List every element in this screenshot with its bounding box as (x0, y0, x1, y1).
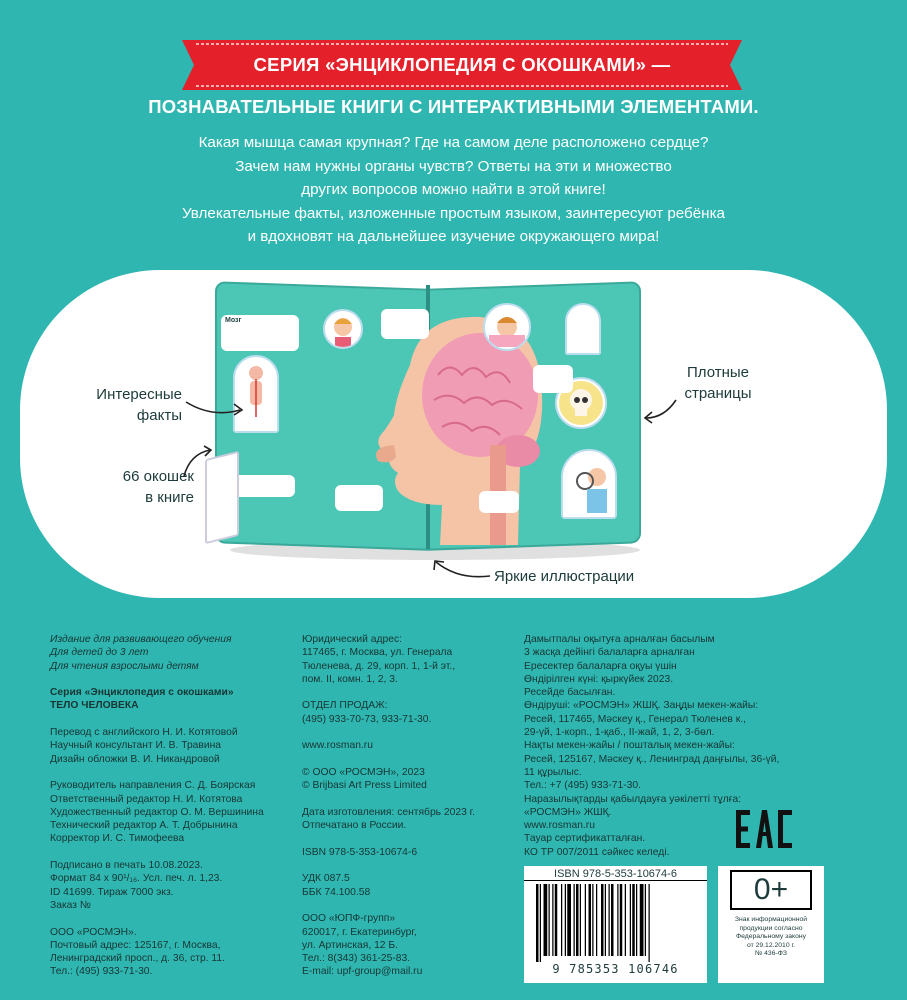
isbn-label: ISBN 978-5-353-10674-6 (524, 866, 707, 881)
barcode-bar (561, 884, 562, 956)
kazakh-line: Ресей, 125167, Мәскеу қ., Ленинград даңғылы, 36-үй, (524, 753, 780, 765)
barcode-bar (645, 884, 646, 956)
book-title: ТЕЛО ЧЕЛОВЕКА (50, 700, 139, 712)
address-line: 117465, г. Москва, ул. Генерала (302, 647, 453, 659)
credit-line: Научный консультант И. В. Травина (50, 740, 222, 752)
barcode-bar (565, 884, 566, 956)
printer-email[interactable]: E-mail: upf-group@mail.ru (302, 966, 423, 978)
printer-line: Тел.: 8(343) 361-25-83. (302, 953, 411, 965)
isbn-digits: 9 785353 106746 (552, 962, 679, 976)
barcode-bar (585, 884, 586, 956)
barcode-bar (596, 884, 597, 956)
series-name: Серия «Энциклопедия с окошками» (50, 687, 234, 699)
callout-facts-line: факты (136, 407, 182, 424)
barcode-bar (609, 884, 610, 956)
subtitle: ПОЗНАВАТЕЛЬНЫЕ КНИГИ С ИНТЕРАКТИВНЫМИ ЭЛЕМЕНТАМИ. (148, 96, 759, 117)
age-note-line: продукции согласно (739, 924, 803, 932)
callout-illustrations: Яркие иллюстрации (494, 568, 635, 585)
callout-windows-line: 66 окошек (122, 468, 194, 485)
callout-windows-line: в книге (145, 489, 194, 506)
credit-line: Руководитель направления С. Д. Боярская (50, 780, 256, 792)
address-line: пом. II, комн. 1, 2, 3. (302, 673, 398, 685)
sales-line: ОТДЕЛ ПРОДАЖ: (302, 700, 388, 712)
barcode-bar (549, 884, 550, 956)
copyright-line: © Brijbasi Art Press Limited (302, 780, 427, 792)
kazakh-line: Ресейде басылған. (524, 687, 616, 699)
printer-line: ООО «ЮПФ-групп» (302, 913, 396, 925)
sleeping-child-icon (485, 305, 529, 349)
intro-line: Зачем нам нужны органы чувств? Ответы на эти и множество (235, 157, 672, 175)
bbk-line: ББК 74.100.58 (302, 886, 371, 898)
sleeping-child-window (483, 303, 531, 351)
barcode-bar (601, 884, 604, 956)
eac-mark-icon (734, 808, 794, 850)
publisher-line: Ленинградский просп., д. 36, стр. 11. (50, 953, 225, 965)
kazakh-website[interactable]: www.rosman.ru (524, 820, 595, 832)
callout-facts (88, 384, 182, 426)
callout-pages-line: Плотные (687, 364, 749, 381)
barcode-bar (576, 884, 579, 956)
barcode-bar (540, 884, 541, 962)
publisher-line: Почтовый адрес: 125167, г. Москва, (50, 939, 221, 951)
credit-line: Перевод с английского Н. И. Котятовой (50, 727, 238, 739)
age-note-line: Знак информационной (734, 916, 808, 923)
credit-line: Корректор И. С. Тимофеева (50, 833, 185, 845)
banner-title: СЕРИЯ «ЭНЦИКЛОПЕДИЯ С ОКОШКАМИ» — (253, 54, 671, 75)
intro-line: и вдохновят на дальнейшее изучение окружающего мира! (247, 228, 660, 245)
isbn-barcode-box (524, 866, 707, 983)
edition-note: Издание для развивающего обучения (50, 634, 232, 645)
print-line: Формат 84 х 90¹/₁₆. Усл. печ. л. 1,23. (50, 873, 223, 885)
brain-title-label: Мозг (221, 315, 299, 351)
age-note-line: от 29.12.2010 г. (746, 941, 796, 949)
edition-note: Для детей до 3 лет (50, 647, 149, 659)
print-line: Подписано в печать 10.08.2023. (50, 860, 203, 872)
book-illustration (215, 285, 641, 553)
series-banner (182, 40, 742, 98)
print-line: Заказ № (50, 899, 91, 911)
copyright-line: © ООО «РОСМЭН», 2023 (302, 766, 425, 778)
barcode-bar (640, 884, 644, 956)
barcode-bar (589, 884, 592, 956)
arrow-icon (182, 388, 248, 422)
barcode-bar (544, 884, 548, 956)
kazakh-line: Нақты мекен-жайы / пошталық мекен-жайы: (524, 740, 735, 752)
fact-label (381, 309, 429, 339)
kazakh-line: «РОСМЭН» ЖШҚ. (524, 806, 612, 818)
printer-line: ул. Артинская, 12 Б. (302, 939, 399, 951)
intro-line: Увлекательные факты, изложенные простым языком, заинтересуют ребёнка (182, 204, 725, 222)
barcode-bar (649, 884, 650, 962)
credit-line: Художественный редактор О. М. Вершинина (50, 806, 264, 818)
kazakh-line: Наразылықтарды қабылдауға уәкілетті тұлға: (524, 793, 742, 805)
publisher-line: Тел.: (495) 933-71-30. (50, 966, 153, 978)
arrow-icon (428, 554, 494, 584)
age-note-line: Федеральному закону (735, 933, 807, 941)
address-line: Юридический адрес: (302, 634, 402, 645)
kazakh-line: Дамытпалы оқытуға арналған басылым (524, 634, 715, 645)
barcode-bar (580, 884, 581, 956)
website-link[interactable]: www.rosman.ru (302, 740, 373, 752)
kazakh-line: 29-үй, 1-корп., 1-қаб., II-жай, 1, 2, 3-бөл. (524, 727, 715, 739)
barcode-bar (630, 884, 631, 956)
barcode-bar (592, 884, 593, 956)
intro-line: других вопросов можно найти в этой книге! (301, 181, 606, 198)
sales-line: (495) 933-70-73, 933-71-30. (302, 713, 432, 725)
arrow-icon (640, 396, 680, 426)
child-magnifier-icon (563, 451, 615, 517)
intro-line: Какая мышца самая крупная? Где на самом деле расположено сердце? (198, 134, 709, 151)
credit-line: Ответственный редактор Н. И. Котятова (50, 793, 243, 805)
barcode-bar (552, 884, 553, 956)
address-line: Тюленева, д. 29, корп. 1, 1-й эт., (302, 660, 456, 672)
publisher-line: ООО «РОСМЭН». (50, 926, 137, 938)
imprint-column-1 (50, 633, 264, 979)
barcode-bar (617, 884, 618, 956)
age-rating: 0+ (730, 870, 812, 910)
age-rating-note (718, 916, 824, 959)
memory-window (565, 303, 601, 355)
udk-line: УДК 087.5 (302, 873, 350, 885)
barcode-bar (555, 884, 558, 956)
manufacture-line: Дата изготовления: сентябрь 2023 г. (302, 806, 476, 818)
barcode-bar (567, 884, 571, 956)
kazakh-line: Тауар сертификатталған. (524, 833, 646, 845)
credit-line: Дизайн обложки В. И. Никандровой (50, 753, 220, 765)
print-line: ID 41699. Тираж 7000 экз. (50, 886, 174, 898)
callout-pages (678, 362, 758, 404)
barcode-bar (536, 884, 539, 962)
manufacture-line: Отпечатано в России. (302, 820, 407, 832)
arrow-icon (178, 444, 218, 484)
barcode-bar (611, 884, 614, 956)
kazakh-line: Тел.: +7 (495) 933-71-30. (524, 780, 641, 792)
callout-facts-line: Интересные (96, 386, 182, 403)
printer-line: 620017, г. Екатеринбург, (302, 926, 417, 938)
callout-pages-line: страницы (684, 385, 752, 402)
age-note-line: № 436-ФЗ (754, 950, 788, 958)
kazakh-line: Ресей, 117465, Мәскеу қ., Генерал Тюленев к., (524, 713, 746, 725)
edition-note: Для чтения взрослыми детям (50, 660, 199, 672)
barcode-bar (636, 884, 637, 956)
fact-label (479, 491, 519, 513)
fact-label (533, 365, 573, 393)
isbn-line: ISBN 978-5-353-10674-6 (302, 846, 418, 858)
kazakh-line: Өндіруші: «РОСМЭН» ЖШҚ. Заңды мекен-жайы: (524, 700, 759, 712)
barcode-bar (625, 884, 626, 956)
barcode-bar (605, 884, 606, 956)
age-rating-box (718, 866, 824, 983)
credit-line: Технический редактор А. Т. Добрынина (50, 820, 238, 832)
barcode-bar (574, 884, 575, 956)
kazakh-line: 11 құрылыс. (524, 766, 582, 778)
magnifier-child-window (561, 449, 617, 519)
kazakh-line: 3 жасқа дейінгі балаларға арналған (524, 647, 695, 659)
imprint-column-2 (302, 633, 475, 979)
intro-text (80, 131, 827, 249)
barcode-bar (620, 884, 623, 956)
kazakh-line: Өндірілген күні: қыркүйек 2023. (524, 673, 674, 685)
kazakh-line: Ересектер балаларға оқуы үшін (524, 660, 677, 672)
kazakh-line: КО ТР 007/2011 сәйкес келеді. (524, 846, 670, 858)
barcode-icon (534, 884, 699, 962)
barcode-bar (632, 884, 635, 956)
